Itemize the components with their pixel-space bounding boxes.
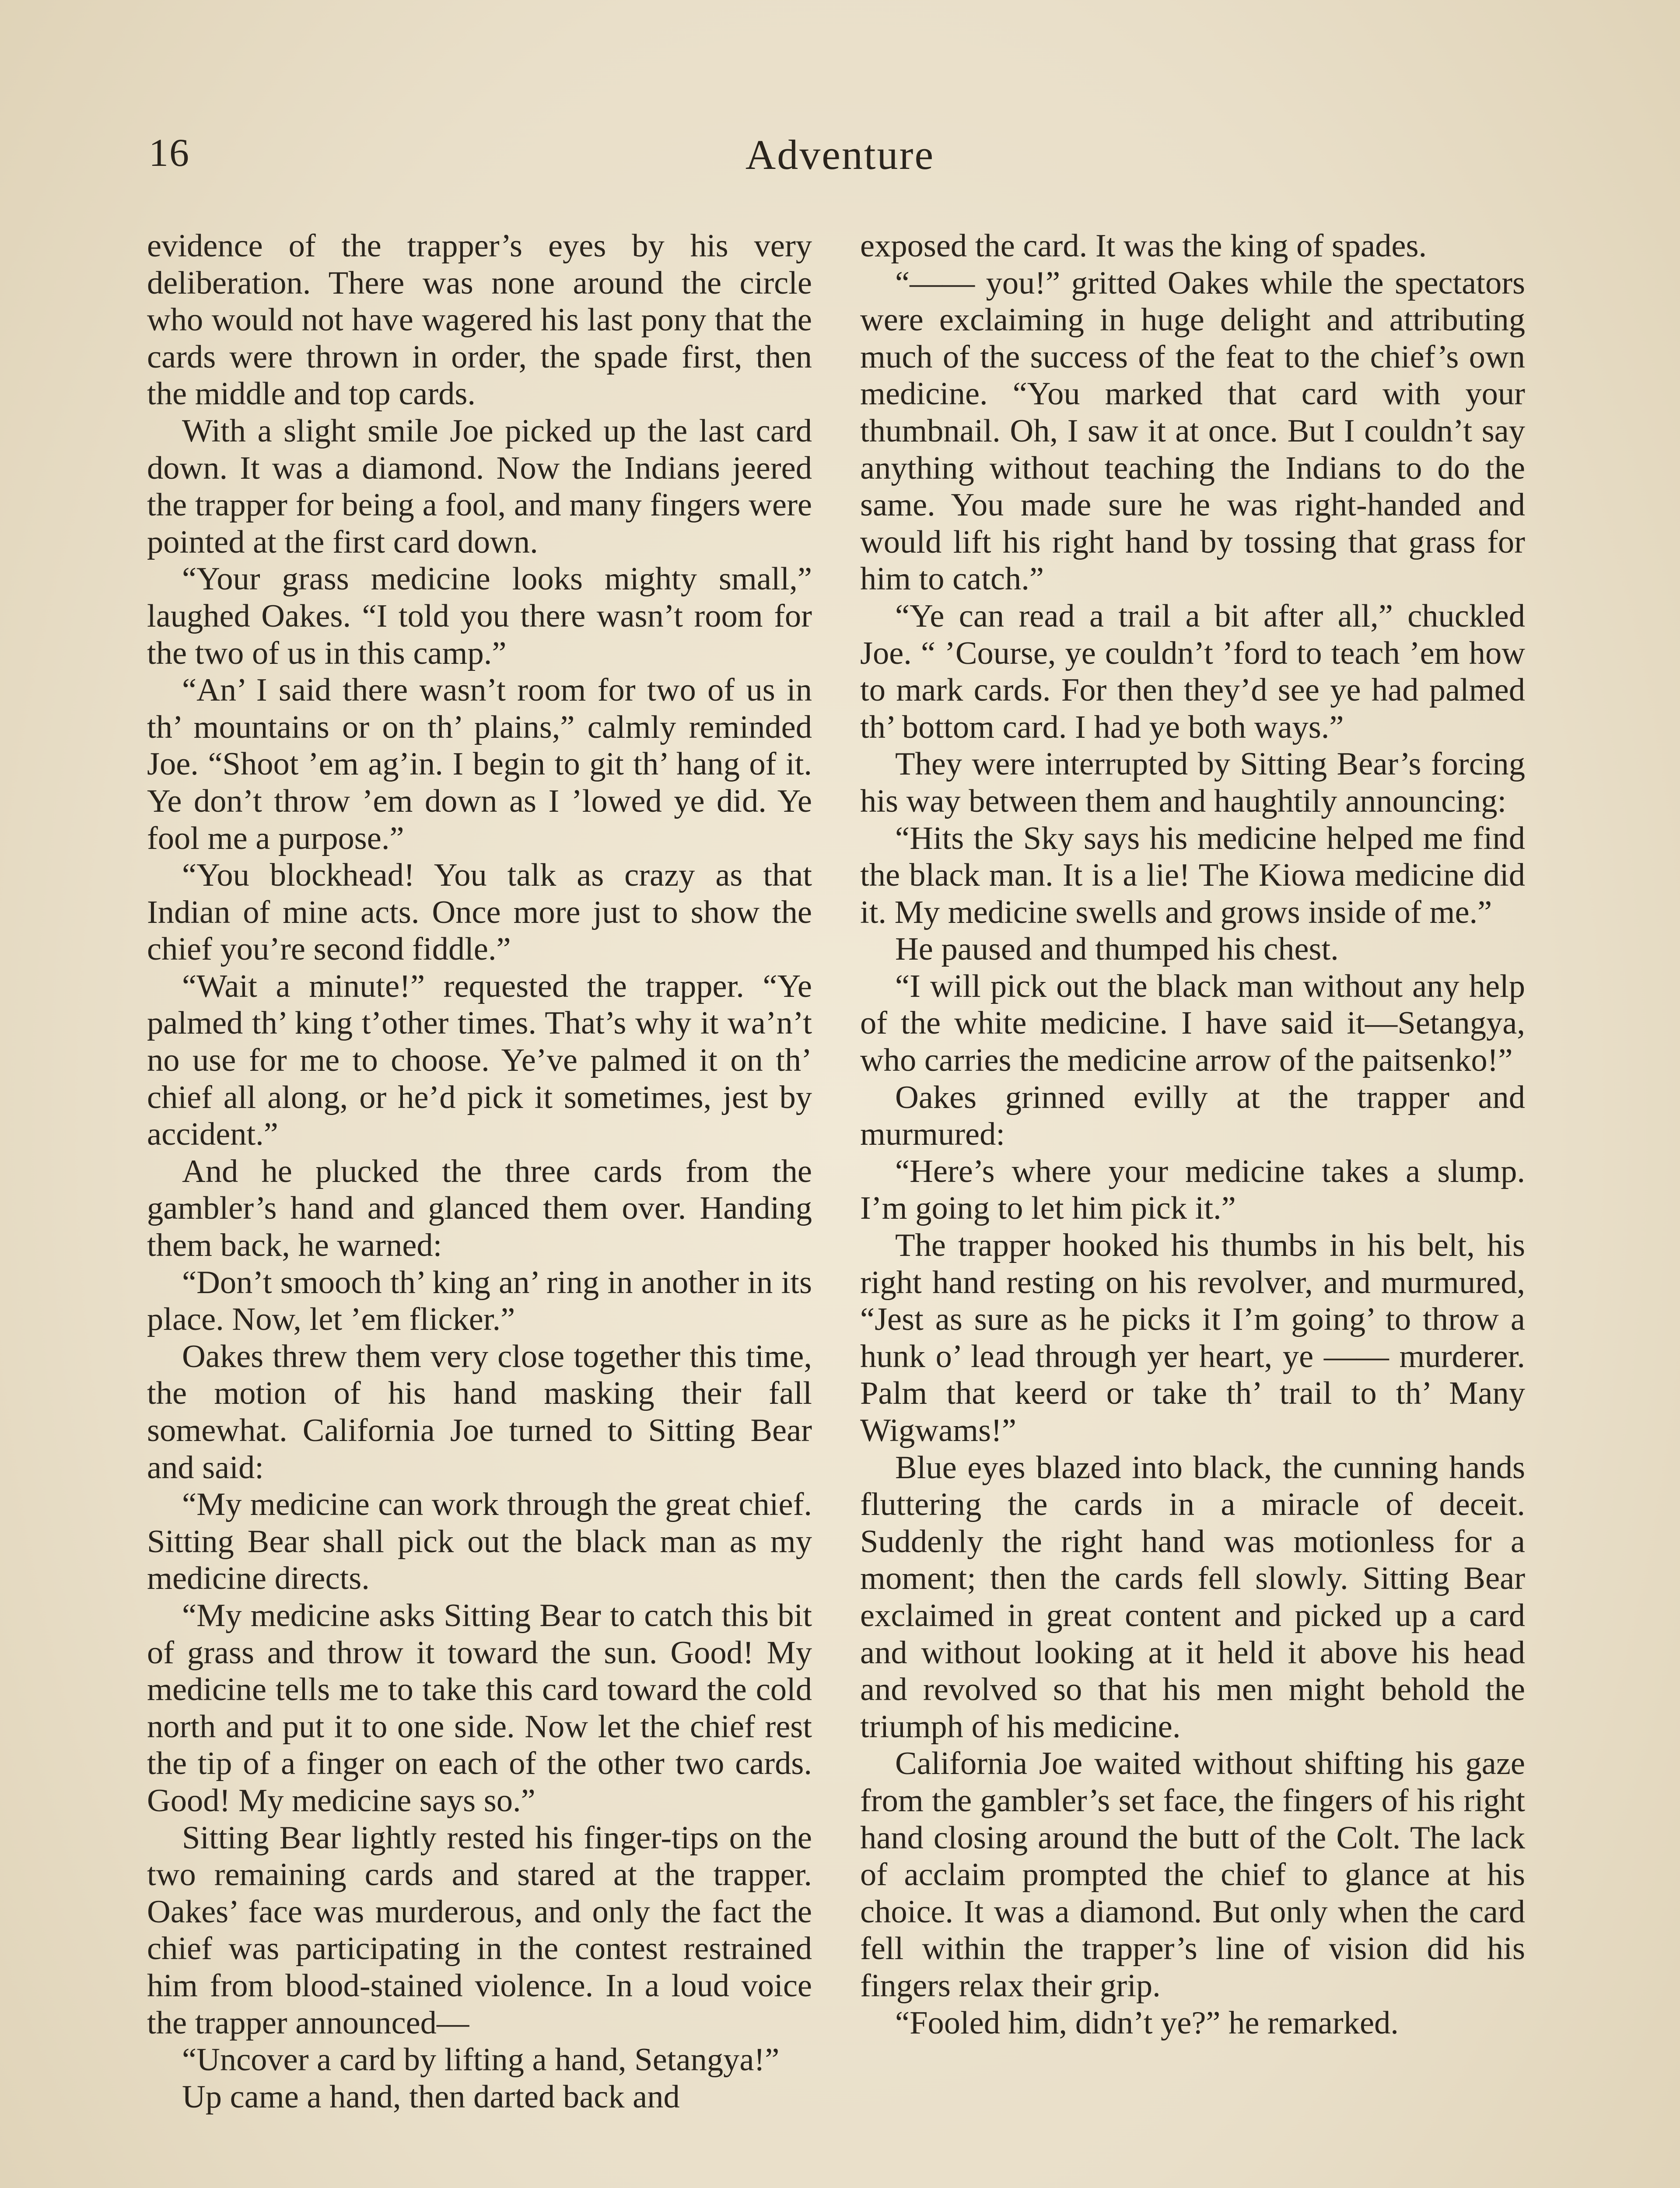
paragraph: “An’ I said there wasn’t room for two of us in th’ mountains or on th’ plains,” calmly reminded Joe. “Shoot ’em ag’in. I begin to git th’ hang of it. Ye don’t throw ’em down as I ’lowed ye did. Ye fool me a purpose.” (147, 672, 812, 856)
page-header (149, 130, 1531, 187)
paragraph: Blue eyes blazed into black, the cunning hands fluttering the cards in a miracle of deceit. Suddenly the right hand was motionless for a moment; then the cards fell slowly. Sitting Bear exclaimed in great content and picked up a card and without looking at it held it above his head and revolved so that his men might behold the triumph of his medicine. (860, 1449, 1525, 1745)
paragraph: “I will pick out the black man without any help of the white medicine. I have said it—Setangya, who carries the medicine arrow of the paitsenko!” (860, 968, 1525, 1079)
paragraph: “Uncover a card by lifting a hand, Setangya!” (182, 2042, 780, 2078)
paragraph: “Here’s where your medicine takes a slump. I’m going to let him pick it.” (860, 1153, 1525, 1227)
paragraph: “—— you!” gritted Oakes while the spectators were exclaiming in huge delight and attributing much of the success of the feat to the chief’s own medicine. “You marked that card with your thumbnail. Oh, I saw it at once. But I couldn’t say anything without teaching the Indians to do the same. You made sure he was right-handed and would lift his right hand by tossing that grass for him to catch.” (860, 265, 1525, 597)
paragraph: The trapper hooked his thumbs in his belt, his right hand resting on his revolver, and murmured, “Jest as sure as he picks it I’m going’ to throw a hunk o’ lead through yer heart, ye —— murderer. Palm that keerd or take th’ trail to th’ Many Wigwams!” (860, 1227, 1525, 1448)
paragraph: “Your grass medicine looks mighty small,” laughed Oakes. “I told you there wasn’t room for the two of us in this camp.” (147, 561, 812, 671)
paragraph: “Ye can read a trail a bit after all,” chuckled Joe. “ ’Course, ye couldn’t ’ford to teach ’em how to mark cards. For then they’d see ye had palmed th’ bottom card. I had ye both ways.” (860, 598, 1525, 745)
paragraph: Oakes grinned evilly at the trapper and murmured: (860, 1079, 1525, 1153)
paragraph: “My medicine can work through the great chief. Sitting Bear shall pick out the black man as my medicine directs. (147, 1487, 812, 1597)
paragraph: “Wait a minute!” requested the trapper. “Ye palmed th’ king t’other times. That’s why it wa’n’t no use for me to choose. Ye’ve palmed it on th’ chief all along, or he’d pick it sometimes, jest by accident.” (147, 968, 812, 1153)
paragraph: “Fooled him, didn’t ye?” he remarked. (895, 2005, 1399, 2041)
paragraph: Sitting Bear lightly rested his finger-tips on the two remaining cards and stared at the trapper. Oakes’ face was murderous, and only the fact the chief was participating in the contest restrained him from blood-stained violence. In a loud voice the trapper announced— (147, 1820, 812, 2041)
paragraph: California Joe waited without shifting his gaze from the gambler’s set face, the fingers of his right hand closing around the butt of the Colt. The lack of acclaim prompted the chief to glance at his choice. It was a diamond. But only when the card fell within the trapper’s line of vision did his fingers relax their grip. (860, 1746, 1525, 2004)
paragraph: They were interrupted by Sitting Bear’s forcing his way between them and haughtily announcing: (860, 746, 1525, 819)
paragraph: “You blockhead! You talk as crazy as that Indian of mine acts. Once more just to show the chief you’re second fiddle.” (147, 857, 812, 968)
paragraph: “Hits the Sky says his medicine helped me find the black man. It is a lie! The Kiowa medicine did it. My medicine swells and grows inside of me.” (860, 820, 1525, 930)
paragraph: He paused and thumped his chest. (895, 931, 1339, 968)
paragraph: Up came a hand, then darted back and (182, 2079, 680, 2115)
paragraph: And he plucked the three cards from the gambler’s hand and glanced them over. Handing them back, he warned: (147, 1153, 812, 1264)
paragraph: Oakes threw them very close together this time, the motion of his hand masking their fall somewhat. California Joe turned to Sitting Bear and said: (147, 1338, 812, 1486)
left-text-column (147, 228, 812, 2115)
page-number: 16 (149, 131, 190, 175)
paragraph: “Don’t smooch th’ king an’ ring in another in its place. Now, let ’em flicker.” (147, 1264, 812, 1338)
right-text-column (860, 228, 1525, 2041)
paragraph: With a slight smile Joe picked up the last card down. It was a diamond. Now the Indians jeered the trapper for being a fool, and many fingers were pointed at the first card down. (147, 413, 812, 560)
paragraph: “My medicine asks Sitting Bear to catch this bit of grass and throw it toward the sun. Good! My medicine tells me to take this card toward the cold north and put it to one side. Now let the chief rest the tip of a finger on each of the other two cards. Good! My medicine says so.” (147, 1597, 812, 1819)
running-title: Adventure (745, 131, 935, 178)
paragraph: exposed the card. It was the king of spades. (860, 228, 1427, 264)
paragraph: evidence of the trapper’s eyes by his very deliberation. There was none around the circle who would not have wagered his last pony that the cards were thrown in order, the spade first, then the middle and top cards. (147, 228, 812, 412)
